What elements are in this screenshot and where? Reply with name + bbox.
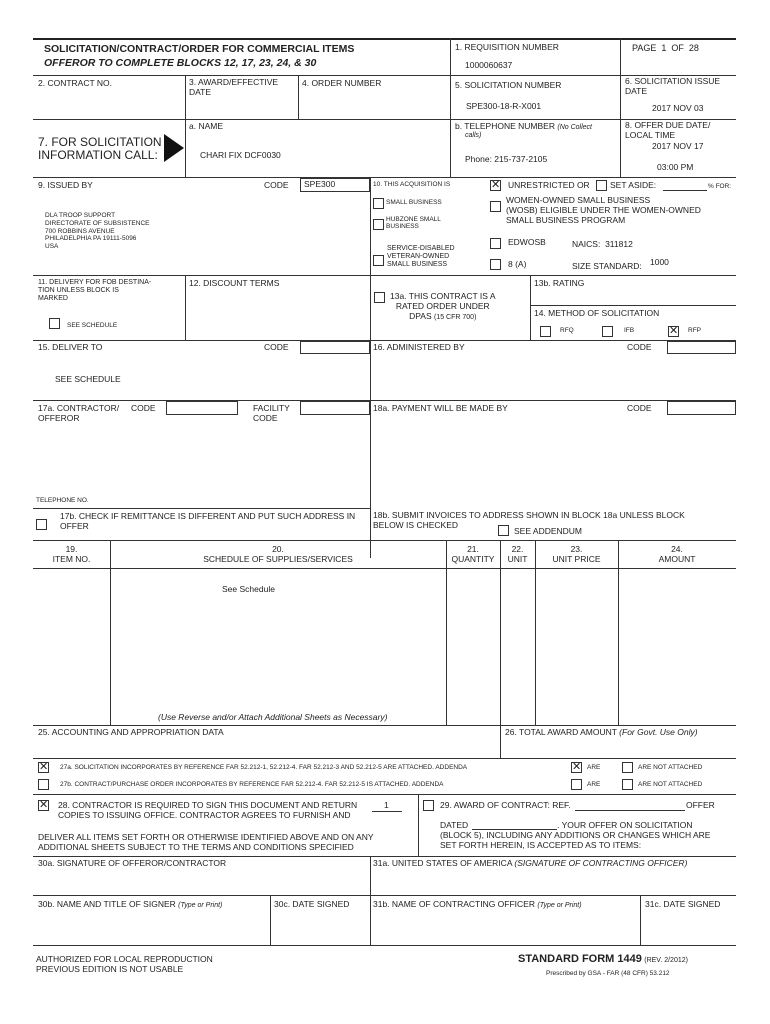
rfq-label: RFQ	[560, 327, 574, 334]
edwosb-checkbox[interactable]	[490, 238, 501, 249]
copies-line	[372, 811, 402, 812]
supplies-header: 20. SCHEDULE OF SUPPLIES/SERVICES	[203, 544, 353, 564]
page-indicator: PAGE 1 OF 28	[632, 43, 699, 53]
set-aside-checkbox[interactable]	[596, 180, 607, 191]
item-no-header: 19. ITEM NO.	[52, 544, 91, 564]
clause-27a-checkbox[interactable]: ✕	[39, 761, 49, 773]
rule-row15	[33, 340, 736, 341]
edwosb-label: EDWOSB	[508, 237, 546, 247]
arrow-icon	[164, 134, 184, 162]
clause-27b-are-checkbox[interactable]	[571, 779, 582, 790]
usa-signature-label: 31a. UNITED STATES OF AMERICA (SIGNATURE OF CONTRACTING OFFICER)	[373, 858, 688, 868]
wosb-label: WOMEN-OWNED SMALL BUSINESS (WOSB) ELIGIBLE UNDER THE WOMEN-OWNED SMALL BUSINESS PROGRAM	[506, 195, 701, 225]
quantity-header: 21. QUANTITY	[451, 544, 495, 564]
clause-27a-not-label: ARE NOT ATTACHED	[638, 764, 703, 771]
contract-no-label: 2. CONTRACT NO.	[38, 78, 112, 88]
small-business-label: SMALL BUSINESS	[386, 199, 442, 206]
hubzone-label: HUBZONE SMALL BUSINESS	[386, 216, 441, 231]
rule-row30b	[33, 895, 736, 896]
deliver-to-label: 15. DELIVER TO	[38, 342, 103, 352]
rule-row25	[33, 725, 736, 726]
see-schedule-checkbox[interactable]	[49, 318, 60, 329]
issuer-address: DLA TROOP SUPPORT DIRECTORATE OF SUBSISTENCE 700 ROBBINS AVENUE PHILADELPHIA PA 19111-5096 USA	[45, 212, 150, 251]
telephone-no-label: TELEPHONE NO.	[36, 497, 89, 504]
method-label: 14. METHOD OF SOLICITATION	[534, 308, 660, 318]
rule-row28	[33, 794, 736, 795]
vrule-530	[530, 275, 531, 340]
vrule-370	[370, 177, 371, 558]
unrestricted-checkbox[interactable]: ✕	[491, 179, 501, 191]
clause-27a-label: 27a. SOLICITATION INCORPORATES BY REFERENCE FAR 52.212-1, 52.212-4. FAR 52.212-3 AND 52.212-5 ARE ATTACHED. ADDENDA	[60, 764, 468, 771]
vrule-col23	[618, 540, 619, 725]
rule-bottom	[33, 945, 736, 946]
rfq-checkbox[interactable]	[540, 326, 551, 337]
name-value: CHARI FIX DCF0030	[200, 150, 281, 160]
unit-header: 22. UNIT	[507, 544, 528, 564]
telephone-value: Phone: 215-737-2105	[465, 154, 548, 164]
administered-code-label: CODE	[627, 342, 652, 352]
contractor-deliver-text: DELIVER ALL ITEMS SET FORTH OR OTHERWISE IDENTIFIED ABOVE AND ON ANY ADDITIONAL SHEETS SUBJECT TO THE TERMS AND CONDITIONS SPECIFIED	[38, 832, 374, 852]
payment-code-box[interactable]	[667, 401, 736, 415]
administered-code-box[interactable]	[667, 341, 736, 354]
discount-terms-label: 12. DISCOUNT TERMS	[189, 278, 280, 288]
telephone-label: b. TELEPHONE NUMBER (No Collect	[455, 121, 592, 131]
deliver-code-box[interactable]	[300, 341, 370, 354]
rating-label: 13b. RATING	[534, 278, 585, 288]
vrule-185b	[185, 275, 186, 340]
award-ref-line[interactable]	[575, 810, 685, 811]
clause-27b-not-label: ARE NOT ATTACHED	[638, 781, 703, 788]
vrule-col22	[535, 540, 536, 725]
vrule-31	[370, 856, 371, 945]
rule-row9	[33, 177, 736, 178]
name-label: a. NAME	[189, 121, 224, 131]
officer-date-label: 31c. DATE SIGNED	[645, 899, 721, 909]
deliver-see-schedule: SEE SCHEDULE	[55, 374, 121, 384]
issued-by-label: 9. ISSUED BY	[38, 180, 93, 190]
your-offer-text: . YOUR OFFER ON SOLICITATION (BLOCK 5), INCLUDING ANY ADDITIONS OR CHANGES WHICH ARE SET FORTH HEREIN, IS ACCEPTED AS TO ITEMS:	[440, 820, 711, 850]
eight-a-label: 8 (A)	[508, 259, 527, 269]
vrule-26	[500, 725, 501, 758]
form-subtitle: OFFEROR TO COMPLETE BLOCKS 12, 17, 23, 24, & 30	[44, 57, 317, 69]
contractor-code-box[interactable]	[166, 401, 238, 415]
offeror-date-label: 30c. DATE SIGNED	[274, 899, 350, 909]
ifb-checkbox[interactable]	[602, 326, 613, 337]
size-standard-label: SIZE STANDARD:	[572, 261, 642, 271]
form-number: STANDARD FORM 1449 (REV. 2/2012)	[518, 953, 688, 965]
solicitation-number-label: 5. SOLICITATION NUMBER	[455, 80, 562, 90]
solicitation-info-label: 7. FOR SOLICITATION INFORMATION CALL:	[38, 135, 162, 163]
pct-for-label: % FOR:	[708, 183, 732, 190]
vrule-29	[418, 794, 419, 856]
unrestricted-label: UNRESTRICTED OR	[508, 180, 590, 190]
copies-count: 1	[384, 800, 389, 810]
contractor-sign-text2: COPIES TO ISSUING OFFICE. CONTRACTOR AGREES TO FURNISH AND	[58, 810, 351, 820]
offer-due-time: 03:00 PM	[657, 162, 694, 172]
vrule-298	[298, 75, 299, 119]
offer-due-date: 2017 NOV 17	[652, 141, 704, 151]
top-rule	[33, 38, 736, 40]
offer-due-label: 8. OFFER DUE DATE/ LOCAL TIME	[625, 120, 711, 140]
rule-row30a	[33, 856, 736, 857]
issue-date-label: 6. SOLICITATION ISSUE DATE	[625, 76, 721, 96]
set-aside-label: SET ASIDE:	[610, 180, 657, 190]
vrule-col20	[446, 540, 447, 725]
rated-order-checkbox[interactable]	[374, 292, 385, 303]
clause-27a-not-checkbox[interactable]	[622, 762, 633, 773]
sdvosb-checkbox[interactable]	[373, 255, 384, 266]
vrule-620	[620, 38, 621, 177]
form-title: SOLICITATION/CONTRACT/ORDER FOR COMMERCIAL ITEMS	[44, 43, 355, 55]
clause-27b-label: 27b. CONTRACT/PURCHASE ORDER INCORPORATES BY REFERENCE FAR 52.212-4. FAR 52.212-5 IS ATTACHED. ADDENDA	[60, 781, 444, 788]
submit-invoices-label: 18b. SUBMIT INVOICES TO ADDRESS SHOWN IN BLOCK 18a UNLESS BLOCK BELOW IS CHECKED	[373, 510, 685, 530]
sdvosb-label: SERVICE-DISABLED VETERAN-OWNED SMALL BUSINESS	[387, 245, 455, 269]
see-schedule-label: SEE SCHEDULE	[67, 322, 118, 329]
hubzone-checkbox[interactable]	[373, 219, 384, 230]
contractor-sign-text: 28. CONTRACTOR IS REQUIRED TO SIGN THIS DOCUMENT AND RETURN	[58, 800, 358, 810]
requisition-label: 1. REQUISITION NUMBER	[455, 42, 559, 52]
rfp-label: RFP	[688, 327, 701, 334]
requisition-value: 1000060637	[465, 60, 513, 70]
small-business-checkbox[interactable]	[373, 198, 384, 209]
rule-17b	[33, 508, 370, 509]
award-label: 29. AWARD OF CONTRACT: REF.	[440, 800, 571, 810]
vrule-col19	[110, 540, 111, 725]
contractor-label: 17a. CONTRACTOR/ OFFEROR	[38, 403, 120, 423]
officer-name-label: 31b. NAME OF CONTRACTING OFFICER (Type or Print)	[373, 899, 582, 909]
delivery-fob-label: 11. DELIVERY FOR FOB DESTINA- TION UNLESS BLOCK IS MARKED	[38, 279, 152, 303]
rule-schedule-head	[33, 540, 736, 541]
remittance-checkbox[interactable]	[36, 519, 47, 530]
offer-label: OFFER	[686, 800, 715, 810]
offeror-signature-label: 30a. SIGNATURE OF OFFEROR/CONTRACTOR	[38, 858, 227, 868]
order-number-label: 4. ORDER NUMBER	[302, 78, 382, 88]
set-aside-pct-line[interactable]	[663, 190, 707, 191]
clause-27b-not-checkbox[interactable]	[622, 779, 633, 790]
award-checkbox[interactable]	[423, 800, 434, 811]
clause-27b-checkbox[interactable]	[38, 779, 49, 790]
reproduction-note: AUTHORIZED FOR LOCAL REPRODUCTION PREVIOUS EDITION IS NOT USABLE	[36, 954, 213, 974]
signer-name-label: 30b. NAME AND TITLE OF SIGNER (Type or Print)	[38, 899, 223, 909]
rule-row17	[33, 400, 736, 401]
telephone-note: calls)	[465, 132, 482, 139]
clause-27a-are-label: ARE	[587, 764, 601, 771]
issued-code-value: SPE300	[304, 179, 336, 189]
rfp-checkbox[interactable]: ✕	[669, 325, 679, 337]
payment-code-label: CODE	[627, 403, 652, 413]
dated-label: DATED	[440, 820, 469, 830]
rule-schedule-body	[33, 568, 736, 569]
rule-row11	[33, 275, 736, 276]
prescribed-by: Prescribed by GSA - FAR (48 CFR) 53.212	[546, 970, 670, 977]
unit-price-header: 23. UNIT PRICE	[552, 544, 601, 564]
facility-code-label: FACILITY CODE	[253, 403, 290, 423]
vrule-31c	[640, 895, 641, 945]
amount-header: 24. AMOUNT	[658, 544, 696, 564]
contractor-code-label: CODE	[131, 403, 156, 413]
see-addendum-checkbox[interactable]	[498, 525, 509, 536]
rule-13b	[530, 305, 736, 306]
accounting-label: 25. ACCOUNTING AND APPROPRIATION DATA	[38, 727, 224, 737]
facility-code-box[interactable]	[300, 401, 370, 415]
rule-row27	[33, 758, 736, 759]
ifb-label: IFB	[624, 327, 635, 334]
vrule-450	[450, 38, 451, 177]
remittance-label: 17b. CHECK IF REMITTANCE IS DIFFERENT AND PUT SUCH ADDRESS IN OFFER	[60, 511, 356, 531]
solicitation-number-value: SPE300-18-R-X001	[466, 101, 542, 111]
administered-by-label: 16. ADMINISTERED BY	[373, 342, 465, 352]
see-addendum-label: SEE ADDENDUM	[514, 526, 583, 536]
clause-27a-are-checkbox[interactable]: ✕	[572, 761, 582, 773]
naics-label: NAICS: 311812	[572, 239, 633, 249]
acquisition-label: 10. THIS ACQUISITION IS	[373, 181, 451, 188]
award-date-label: 3. AWARD/EFFECTIVE DATE	[189, 77, 279, 97]
issue-date-value: 2017 NOV 03	[652, 103, 704, 113]
issued-code-label: CODE	[264, 180, 289, 190]
see-schedule-text: See Schedule	[222, 584, 275, 594]
vrule-185	[185, 75, 186, 177]
rated-order-label: 13a. THIS CONTRACT IS A RATED ORDER UNDER DPAS (15 CFR 700)	[390, 291, 496, 321]
vrule-30c	[270, 895, 271, 945]
size-standard-value: 1000	[650, 257, 669, 267]
contractor-sign-checkbox[interactable]: ✕	[39, 799, 49, 811]
clause-27b-are-label: ARE	[587, 781, 601, 788]
vrule-col21	[500, 540, 501, 725]
deliver-code-label: CODE	[264, 342, 289, 352]
total-award-label: 26. TOTAL AWARD AMOUNT (For Govt. Use Only)	[505, 727, 698, 737]
eight-a-checkbox[interactable]	[490, 259, 501, 270]
additional-sheets-note: (Use Reverse and/or Attach Additional Sheets as Necessary)	[158, 712, 388, 722]
payment-label: 18a. PAYMENT WILL BE MADE BY	[373, 403, 508, 413]
wosb-checkbox[interactable]	[490, 201, 501, 212]
